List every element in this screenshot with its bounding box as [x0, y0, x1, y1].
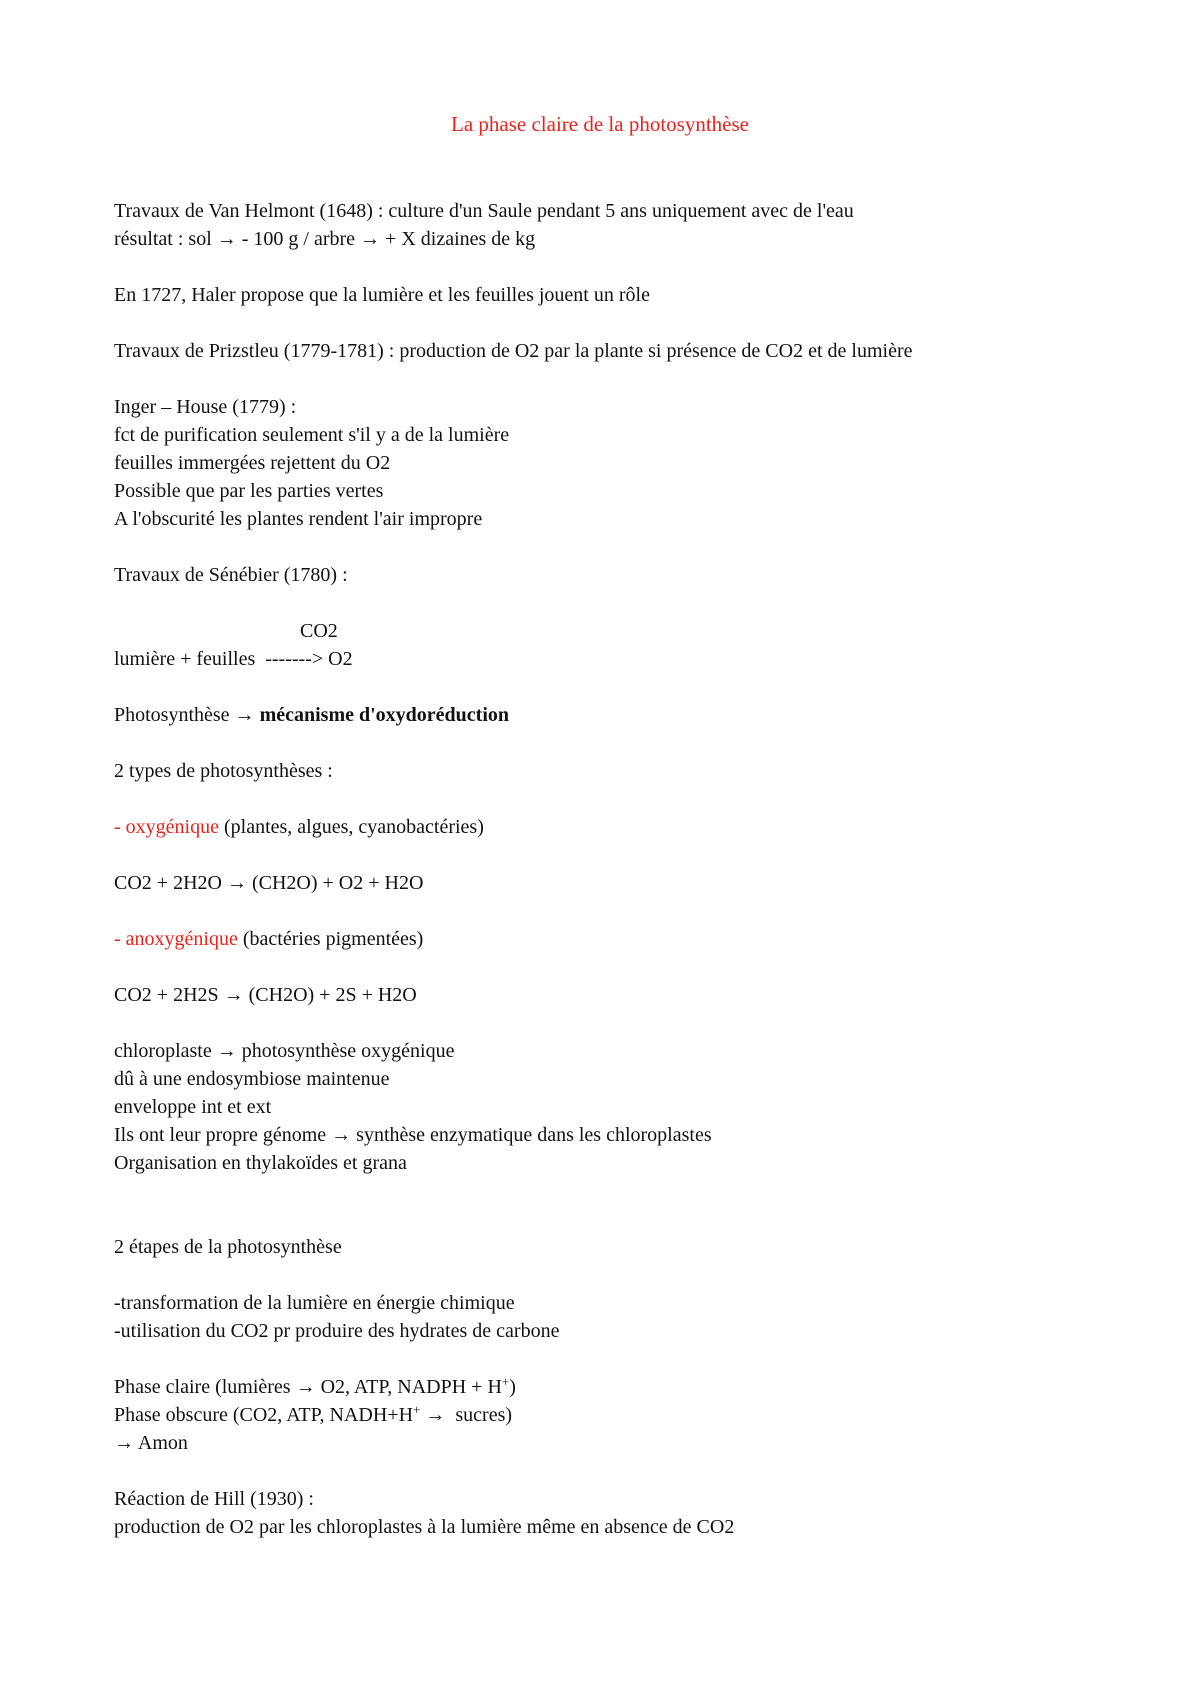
types-heading: 2 types de photosynthèses : — [114, 760, 333, 782]
ingen-item: Possible que par les parties vertes — [114, 480, 384, 502]
ingen-item: A l'obscurité les plantes rendent l'air impropre — [114, 508, 483, 530]
phase-claire-sup: + — [501, 1374, 510, 1389]
senebier-co2-label: CO2 — [300, 620, 338, 642]
chloroplaste-item: enveloppe int et ext — [114, 1096, 272, 1118]
anoxygenique-line — [114, 925, 1114, 953]
chloroplaste-item: Ils ont leur propre génome → synthèse enzymatique dans les chloroplastes — [114, 1124, 712, 1146]
ingen-item: fct de purification seulement s'il y a de la lumière — [114, 424, 510, 446]
photosynthese-bold-term: mécanisme d'oxydoréduction — [259, 704, 509, 726]
chloroplaste-item: chloroplaste → photosynthèse oxygénique — [114, 1040, 455, 1062]
ingen-heading: Inger – House (1779) : — [114, 396, 297, 418]
phase-obscure-line — [114, 1401, 1114, 1429]
oxygenique-term: oxygénique — [125, 816, 219, 838]
oxygenique-dash: - — [114, 816, 126, 838]
chloroplaste-item: dû à une endosymbiose maintenue — [114, 1068, 390, 1090]
etapes-item: -utilisation du CO2 pr produire des hydrates de carbone — [114, 1320, 560, 1342]
photosynthese-prefix: Photosynthèse → — [114, 704, 260, 726]
ingen-item: feuilles immergées rejettent du O2 — [114, 452, 391, 474]
chloroplaste-item: Organisation en thylakoïdes et grana — [114, 1152, 407, 1174]
haler-line: En 1727, Haler propose que la lumière et les feuilles jouent un rôle — [114, 284, 650, 306]
hill-heading: Réaction de Hill (1930) : — [114, 1488, 314, 1510]
senebier-equation: lumière + feuilles -------> O2 — [114, 648, 353, 670]
prizstleu-line: Travaux de Prizstleu (1779-1781) : production de O2 par la plante si présence de CO2 et de lumière — [114, 340, 913, 362]
anoxygenique-rest: (bactéries pigmentées) — [237, 928, 424, 950]
phase-claire-line — [114, 1373, 1114, 1401]
etapes-item: -transformation de la lumière en énergie chimique — [114, 1292, 515, 1314]
amon-line: → Amon — [114, 1432, 188, 1454]
senebier-heading: Travaux de Sénébier (1780) : — [114, 564, 348, 586]
helmont-line-2: résultat : sol → - 100 g / arbre → + X dizaines de kg — [114, 228, 536, 250]
document-body — [114, 197, 1114, 1541]
etapes-heading: 2 étapes de la photosynthèse — [114, 1236, 342, 1258]
phase-obscure-sup: + — [413, 1402, 421, 1417]
phase-obscure-suffix: → sucres) — [420, 1404, 513, 1426]
document-title: La phase claire de la photosynthèse — [451, 112, 749, 136]
phase-obscure-prefix: Phase obscure (CO2, ATP, NADH+H — [114, 1404, 414, 1426]
anoxygenique-equation: CO2 + 2H2S → (CH2O) + 2S + H2O — [114, 984, 417, 1006]
photosynthese-definition — [114, 701, 1114, 729]
oxygenique-rest: (plantes, algues, cyanobactéries) — [218, 816, 484, 838]
oxygenique-equation: CO2 + 2H2O → (CH2O) + O2 + H2O — [114, 872, 424, 894]
phase-claire-prefix: Phase claire (lumières → O2, ATP, NADPH + H — [114, 1376, 502, 1398]
phase-claire-suffix: ) — [509, 1376, 516, 1398]
helmont-line-1: Travaux de Van Helmont (1648) : culture d'un Saule pendant 5 ans uniquement avec de l'eau — [114, 200, 854, 222]
anoxygenique-term: - anoxygénique — [114, 928, 238, 950]
hill-text: production de O2 par les chloroplastes à la lumière même en absence de CO2 — [114, 1516, 735, 1538]
oxygenique-line — [114, 813, 1114, 841]
